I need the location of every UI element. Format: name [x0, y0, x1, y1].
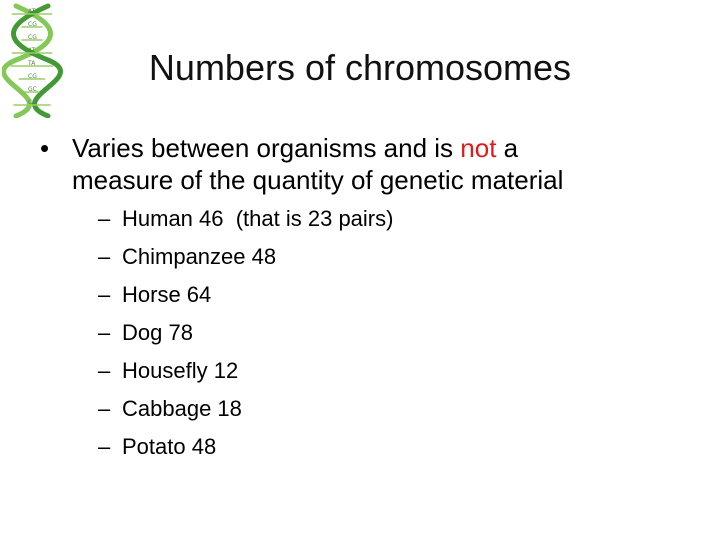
base-pair-label: AT	[28, 47, 36, 54]
sub-bullet-item	[98, 428, 393, 466]
main-bullet-line-1	[40, 132, 680, 164]
dash-icon: –	[98, 206, 111, 231]
bullet-dot-icon: •	[40, 133, 50, 163]
base-pair-label: TA	[28, 60, 36, 67]
sub-bullet-text: Dog 78	[122, 320, 193, 345]
sub-bullet-item	[98, 352, 393, 390]
main-bullet	[40, 132, 680, 196]
bullet-highlight-word: not	[460, 133, 497, 163]
sub-bullet-text: Horse 64	[122, 282, 212, 307]
sub-bullet-text: Potato 48	[122, 434, 217, 459]
sub-bullet-text: Housefly 12	[122, 358, 239, 383]
sub-bullet-item	[98, 314, 393, 352]
sub-bullet-item	[98, 276, 393, 314]
sub-bullet-text: Human 46 (that is 23 pairs)	[122, 206, 394, 231]
dash-icon: –	[98, 434, 111, 459]
dash-icon: –	[98, 244, 111, 269]
base-pair-label: CG	[28, 73, 37, 80]
sub-bullet-list	[98, 200, 393, 466]
bullet-text-start: Varies between organisms and is	[72, 133, 461, 163]
sub-bullet-text: Cabbage 18	[122, 396, 242, 421]
base-pair-label: AT	[28, 8, 36, 15]
sub-bullet-item	[98, 200, 393, 238]
slide-title: Numbers of chromosomes	[148, 47, 572, 88]
main-bullet-line-2: measure of the quantity of genetic material	[72, 165, 564, 195]
base-pair-label: GC	[28, 86, 37, 93]
bullet-text-end: a	[496, 133, 519, 163]
sub-bullet-item	[98, 390, 393, 428]
base-pair-label: CG	[28, 21, 37, 28]
sub-bullet-item	[98, 238, 393, 276]
dash-icon: –	[98, 396, 111, 421]
base-pair-label: CG	[28, 99, 37, 106]
base-pair-label: CG	[28, 34, 37, 41]
dash-icon: –	[98, 282, 111, 307]
sub-bullet-text: Chimpanzee 48	[122, 244, 277, 269]
dash-icon: –	[98, 358, 111, 383]
dash-icon: –	[98, 320, 111, 345]
